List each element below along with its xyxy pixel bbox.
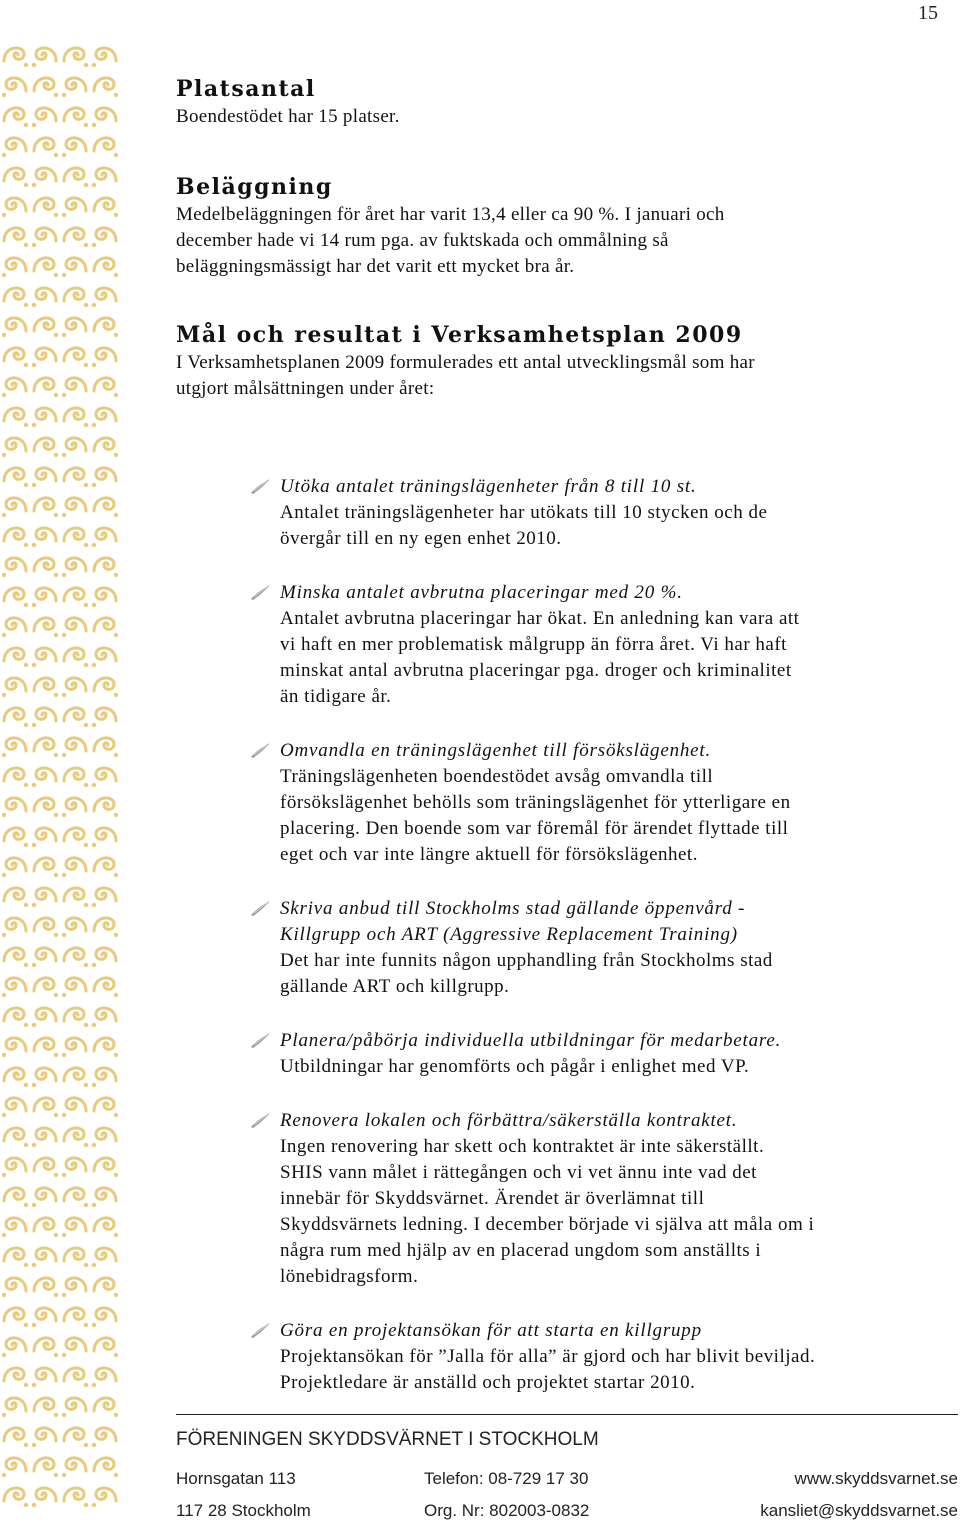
ornament-scroll-icon bbox=[92, 48, 116, 67]
ornament-scroll-icon bbox=[32, 1428, 56, 1447]
ornament-scroll-icon bbox=[4, 348, 28, 367]
ornament-scroll-icon bbox=[62, 618, 86, 637]
ornament-scroll-icon bbox=[4, 1488, 28, 1507]
ornament-scroll-icon bbox=[64, 708, 88, 727]
section-heading-belaggning: Beläggning bbox=[176, 174, 333, 200]
ornament-scroll-icon bbox=[2, 918, 26, 937]
ornament-scroll-icon bbox=[92, 1008, 116, 1027]
ornament-scroll-icon bbox=[64, 1008, 88, 1027]
ornament-scroll-icon bbox=[34, 78, 58, 97]
goal-title: Planera/påbörja individuella utbildningar för medarbetare. bbox=[280, 1030, 782, 1051]
goal-body-line: Antalet träningslägenheter har utökats till 10 stycken och de bbox=[280, 502, 768, 523]
ornament-scroll-icon bbox=[62, 978, 86, 997]
goal-item bbox=[248, 580, 958, 710]
ornament-scroll-icon bbox=[92, 228, 116, 247]
ornament-scroll-icon bbox=[2, 978, 26, 997]
ornament-scroll-icon bbox=[4, 1068, 28, 1087]
ornament-scroll-icon bbox=[34, 1218, 58, 1237]
ornament-scroll-icon bbox=[64, 1308, 88, 1327]
ornament-scroll-icon bbox=[32, 168, 56, 187]
ornament-scroll-icon bbox=[2, 1158, 26, 1177]
footer-website-link[interactable]: www.skyddsvarnet.se bbox=[794, 1469, 958, 1488]
ornament-scroll-icon bbox=[62, 378, 86, 397]
ornament-scroll-icon bbox=[2, 1338, 26, 1357]
ornament-scroll-icon bbox=[92, 648, 116, 667]
footer-phone: Telefon: 08-729 17 30 bbox=[424, 1469, 589, 1488]
goal-body-line: minskat antal avbrutna placeringar pga. droger och kriminalitet bbox=[280, 660, 792, 681]
ornament-scroll-icon bbox=[32, 348, 56, 367]
ornament-scroll-icon bbox=[64, 1428, 88, 1447]
page-number: 15 bbox=[918, 2, 938, 24]
ornament-scroll-icon bbox=[4, 1368, 28, 1387]
ornament-scroll-icon bbox=[32, 1248, 56, 1267]
ornament-scroll-icon bbox=[32, 1488, 56, 1507]
ornament-scroll-icon bbox=[92, 348, 116, 367]
footer-email-link[interactable]: kansliet@skyddsvarnet.se bbox=[760, 1501, 958, 1520]
ornament-scroll-icon bbox=[4, 948, 28, 967]
ornament-scroll-icon bbox=[94, 138, 118, 157]
ornament-scroll-icon bbox=[64, 348, 88, 367]
ornament-scroll-icon bbox=[92, 1368, 116, 1387]
ornament-scroll-icon bbox=[92, 108, 116, 127]
ornament-scroll-icon bbox=[62, 918, 86, 937]
ornament-scroll-icon bbox=[32, 528, 56, 547]
ornament-scroll-icon bbox=[64, 828, 88, 847]
ornament-scroll-icon bbox=[34, 1278, 58, 1297]
goal-body-line: Det har inte funnits någon upphandling från Stockholms stad bbox=[280, 950, 773, 971]
section-heading-platsantal: Platsantal bbox=[176, 76, 316, 102]
goal-item bbox=[248, 896, 958, 1000]
ornament-scroll-icon bbox=[62, 198, 86, 217]
ornament-scroll-icon bbox=[34, 678, 58, 697]
goal-title: Omvandla en träningslägenhet till försökslägenhet. bbox=[280, 740, 712, 761]
ornament-scroll-icon bbox=[32, 228, 56, 247]
section-heading-mal: Mål och resultat i Verksamhetsplan 2009 bbox=[176, 322, 743, 348]
ornament-scroll-icon bbox=[34, 1098, 58, 1117]
ornament-scroll-icon bbox=[2, 618, 26, 637]
ornament-scroll-icon bbox=[64, 588, 88, 607]
goal-body-line: försökslägenhet behölls som träningslägenhet för ytterligare en bbox=[280, 792, 791, 813]
quill-bullet-icon bbox=[248, 1320, 274, 1340]
ornament-scroll-icon bbox=[92, 1248, 116, 1267]
decorative-border bbox=[0, 40, 122, 1516]
ornament-scroll-icon bbox=[94, 978, 118, 997]
ornament-scroll-icon bbox=[32, 888, 56, 907]
ornament-scroll-icon bbox=[62, 318, 86, 337]
ornament-scroll-icon bbox=[32, 408, 56, 427]
ornament-scroll-icon bbox=[34, 618, 58, 637]
quill-bullet-icon bbox=[248, 898, 274, 918]
ornament-scroll-icon bbox=[32, 828, 56, 847]
ornament-scroll-icon bbox=[62, 1398, 86, 1417]
ornament-scroll-icon bbox=[64, 1248, 88, 1267]
ornament-scroll-icon bbox=[94, 858, 118, 877]
ornament-scroll-icon bbox=[2, 198, 26, 217]
belaggning-line: december hade vi 14 rum pga. av fuktskada och ommålning så bbox=[176, 230, 669, 251]
footer-row bbox=[176, 1495, 958, 1527]
ornament-scroll-icon bbox=[34, 1398, 58, 1417]
ornament-scroll-icon bbox=[32, 48, 56, 67]
ornament-scroll-icon bbox=[94, 498, 118, 517]
ornament-scroll-icon bbox=[92, 588, 116, 607]
ornament-scroll-icon bbox=[4, 768, 28, 787]
ornament-scroll-icon bbox=[92, 1188, 116, 1207]
ornament-scroll-icon bbox=[32, 588, 56, 607]
ornament-scroll-icon bbox=[32, 1068, 56, 1087]
ornament-scroll-icon bbox=[64, 1488, 88, 1507]
ornament-scroll-icon bbox=[64, 228, 88, 247]
ornament-scroll-icon bbox=[34, 558, 58, 577]
ornament-scroll-icon bbox=[4, 1188, 28, 1207]
ornament-scroll-icon bbox=[4, 1428, 28, 1447]
ornament-scroll-icon bbox=[94, 198, 118, 217]
ornament-scroll-icon bbox=[62, 858, 86, 877]
ornament-scroll-icon bbox=[64, 1368, 88, 1387]
ornament-scroll-icon bbox=[32, 1008, 56, 1027]
ornament-scroll-icon bbox=[4, 888, 28, 907]
ornament-scroll-icon bbox=[2, 138, 26, 157]
ornament-scroll-icon bbox=[32, 288, 56, 307]
ornament-scroll-icon bbox=[92, 1128, 116, 1147]
ornament-scroll-icon bbox=[32, 948, 56, 967]
ornament-scroll-icon bbox=[92, 408, 116, 427]
ornament-scroll-icon bbox=[4, 828, 28, 847]
ornament-scroll-icon bbox=[64, 288, 88, 307]
ornament-scroll-icon bbox=[64, 1068, 88, 1087]
goal-list bbox=[248, 474, 958, 1424]
ornament-scroll-icon bbox=[94, 1098, 118, 1117]
ornament-scroll-icon bbox=[62, 1218, 86, 1237]
ornament-scroll-icon bbox=[32, 468, 56, 487]
ornament-scroll-icon bbox=[34, 738, 58, 757]
goal-body-line: eget och var inte längre aktuell för försökslägenhet. bbox=[280, 844, 698, 865]
ornament-scroll-icon bbox=[2, 1038, 26, 1057]
footer-city: 117 28 Stockholm bbox=[176, 1501, 311, 1520]
footer-street: Hornsgatan 113 bbox=[176, 1469, 296, 1488]
ornament-scroll-icon bbox=[2, 1218, 26, 1237]
footer-divider bbox=[176, 1414, 958, 1415]
ornament-scroll-icon bbox=[92, 708, 116, 727]
goal-body-line: Antalet avbrutna placeringar har ökat. En anledning kan vara att bbox=[280, 608, 800, 629]
ornament-scroll-icon bbox=[4, 588, 28, 607]
ornament-scroll-icon bbox=[62, 1278, 86, 1297]
ornament-scroll-icon bbox=[32, 648, 56, 667]
goal-body-line: Projektledare är anställd och projektet startar 2010. bbox=[280, 1372, 696, 1393]
ornament-scroll-icon bbox=[34, 498, 58, 517]
ornament-scroll-icon bbox=[94, 318, 118, 337]
ornament-scroll-icon bbox=[92, 828, 116, 847]
goal-item bbox=[248, 1318, 958, 1396]
ornament-scroll-icon bbox=[34, 918, 58, 937]
belaggning-line: beläggningsmässigt har det varit ett mycket bra år. bbox=[176, 256, 575, 277]
goal-item bbox=[248, 474, 958, 552]
ornament-scroll-icon bbox=[34, 318, 58, 337]
ornament-scroll-icon bbox=[4, 168, 28, 187]
ornament-scroll-icon bbox=[4, 408, 28, 427]
ornament-scroll-icon bbox=[2, 1398, 26, 1417]
ornament-scroll-icon bbox=[34, 978, 58, 997]
ornament-scroll-icon bbox=[92, 288, 116, 307]
goal-body-line: Ingen renovering har skett och kontraktet är inte säkerställt. bbox=[280, 1136, 765, 1157]
ornament-scroll-icon bbox=[94, 1038, 118, 1057]
goal-body-line: lönebidragsform. bbox=[280, 1266, 419, 1287]
ornament-scroll-icon bbox=[62, 498, 86, 517]
ornament-scroll-icon bbox=[32, 768, 56, 787]
footer-row bbox=[176, 1463, 958, 1495]
ornament-scroll-icon bbox=[62, 678, 86, 697]
ornament-scroll-icon bbox=[34, 798, 58, 817]
goal-body-line: Träningslägenheten boendestödet avsåg omvandla till bbox=[280, 766, 714, 787]
ornament-scroll-icon bbox=[64, 1128, 88, 1147]
ornament-scroll-icon bbox=[94, 78, 118, 97]
ornament-scroll-icon bbox=[2, 258, 26, 277]
ornament-scroll-icon bbox=[94, 378, 118, 397]
ornament-scroll-icon bbox=[34, 858, 58, 877]
ornament-scroll-icon bbox=[4, 48, 28, 67]
ornament-scroll-icon bbox=[64, 108, 88, 127]
ornament-scroll-icon bbox=[94, 678, 118, 697]
quill-bullet-icon bbox=[248, 1110, 274, 1130]
ornament-scroll-icon bbox=[4, 528, 28, 547]
ornament-scroll-icon bbox=[4, 1008, 28, 1027]
ornament-scroll-icon bbox=[62, 138, 86, 157]
ornament-scroll-icon bbox=[32, 1308, 56, 1327]
goal-body-line: några rum med hjälp av en placerad ungdom som anställts i bbox=[280, 1240, 762, 1261]
ornament-scroll-icon bbox=[2, 1098, 26, 1117]
ornament-scroll-icon bbox=[2, 438, 26, 457]
goal-item bbox=[248, 1028, 958, 1080]
goal-body-line: innebär för Skyddsvärnet. Ärendet är överlämnat till bbox=[280, 1188, 705, 1209]
ornament-scroll-icon bbox=[4, 108, 28, 127]
goal-title: Killgrupp och ART (Aggressive Replacement Training) bbox=[280, 924, 738, 945]
ornament-scroll-icon bbox=[94, 558, 118, 577]
ornament-scroll-icon bbox=[92, 768, 116, 787]
goal-body-line: övergår till en ny egen enhet 2010. bbox=[280, 528, 562, 549]
ornament-scroll-icon bbox=[94, 738, 118, 757]
ornament-scroll-icon bbox=[94, 1218, 118, 1237]
ornament-scroll-icon bbox=[2, 1278, 26, 1297]
ornament-scroll-icon bbox=[62, 558, 86, 577]
ornament-scroll-icon bbox=[32, 1368, 56, 1387]
ornament-scroll-icon bbox=[62, 1098, 86, 1117]
ornament-scroll-icon bbox=[64, 408, 88, 427]
ornament-scroll-icon bbox=[4, 228, 28, 247]
ornament-scroll-icon bbox=[92, 1068, 116, 1087]
ornament-scroll-icon bbox=[94, 1338, 118, 1357]
ornament-scroll-icon bbox=[94, 618, 118, 637]
ornament-scroll-icon bbox=[4, 288, 28, 307]
ornament-scroll-icon bbox=[92, 888, 116, 907]
ornament-scroll-icon bbox=[34, 1458, 58, 1477]
ornament-scroll-icon bbox=[4, 1128, 28, 1147]
ornament-scroll-icon bbox=[2, 378, 26, 397]
ornament-scroll-icon bbox=[64, 48, 88, 67]
goal-title: Utöka antalet träningslägenheter från 8 till 10 st. bbox=[280, 476, 697, 497]
goal-body-line: gällande ART och killgrupp. bbox=[280, 976, 510, 997]
ornament-scroll-icon bbox=[34, 198, 58, 217]
ornament-pattern-icon bbox=[0, 40, 122, 1516]
ornament-scroll-icon bbox=[62, 798, 86, 817]
ornament-scroll-icon bbox=[34, 258, 58, 277]
ornament-scroll-icon bbox=[34, 1158, 58, 1177]
goal-title: Renovera lokalen och förbättra/säkerställa kontraktet. bbox=[280, 1110, 738, 1131]
ornament-scroll-icon bbox=[92, 528, 116, 547]
ornament-scroll-icon bbox=[62, 1338, 86, 1357]
goal-body-line: Projektansökan för ”Jalla för alla” är gjord och har blivit beviljad. bbox=[280, 1346, 816, 1367]
ornament-scroll-icon bbox=[64, 1188, 88, 1207]
ornament-scroll-icon bbox=[2, 678, 26, 697]
ornament-scroll-icon bbox=[2, 738, 26, 757]
ornament-scroll-icon bbox=[32, 708, 56, 727]
goal-body-line: Utbildningar har genomförts och pågår i enlighet med VP. bbox=[280, 1056, 750, 1077]
ornament-scroll-icon bbox=[64, 468, 88, 487]
ornament-scroll-icon bbox=[64, 528, 88, 547]
ornament-scroll-icon bbox=[2, 78, 26, 97]
ornament-scroll-icon bbox=[64, 648, 88, 667]
ornament-scroll-icon bbox=[62, 1158, 86, 1177]
ornament-scroll-icon bbox=[4, 468, 28, 487]
goal-body-line: Skyddsvärnets ledning. I december började vi själva att måla om i bbox=[280, 1214, 815, 1235]
platsantal-text: Boendestödet har 15 platser. bbox=[176, 106, 400, 127]
ornament-scroll-icon bbox=[62, 78, 86, 97]
goal-title: Skriva anbud till Stockholms stad gällande öppenvård - bbox=[280, 898, 746, 919]
ornament-scroll-icon bbox=[94, 1458, 118, 1477]
quill-bullet-icon bbox=[248, 740, 274, 760]
goal-body-line: än tidigare år. bbox=[280, 686, 392, 707]
ornament-scroll-icon bbox=[94, 918, 118, 937]
goal-body-line: vi haft en mer problematisk målgrupp än förra året. Vi har haft bbox=[280, 634, 787, 655]
ornament-scroll-icon bbox=[94, 1278, 118, 1297]
goal-title: Göra en projektansökan för att starta en killgrupp bbox=[280, 1320, 702, 1341]
page-footer bbox=[176, 1414, 958, 1527]
quill-bullet-icon bbox=[248, 476, 274, 496]
ornament-scroll-icon bbox=[2, 1458, 26, 1477]
ornament-scroll-icon bbox=[92, 1308, 116, 1327]
mal-intro-line: I Verksamhetsplanen 2009 formulerades ett antal utvecklingsmål som har bbox=[176, 352, 755, 373]
ornament-scroll-icon bbox=[94, 1158, 118, 1177]
ornament-scroll-icon bbox=[2, 798, 26, 817]
mal-intro-line: utgjort målsättningen under året: bbox=[176, 378, 435, 399]
ornament-scroll-icon bbox=[94, 1398, 118, 1417]
quill-bullet-icon bbox=[248, 582, 274, 602]
ornament-scroll-icon bbox=[2, 498, 26, 517]
ornament-scroll-icon bbox=[92, 1428, 116, 1447]
ornament-scroll-icon bbox=[94, 438, 118, 457]
goal-title: Minska antalet avbrutna placeringar med 20 %. bbox=[280, 582, 683, 603]
ornament-scroll-icon bbox=[2, 858, 26, 877]
ornament-scroll-icon bbox=[62, 258, 86, 277]
ornament-scroll-icon bbox=[4, 1308, 28, 1327]
footer-org-number: Org. Nr: 802003-0832 bbox=[424, 1501, 590, 1520]
ornament-scroll-icon bbox=[4, 708, 28, 727]
goal-body-line: SHIS vann målet i rättegången och vi vet ännu inte vad det bbox=[280, 1162, 757, 1183]
ornament-scroll-icon bbox=[64, 948, 88, 967]
ornament-scroll-icon bbox=[2, 558, 26, 577]
footer-organization-name: FÖRENINGEN SKYDDSVÄRNET I STOCKHOLM bbox=[176, 1429, 599, 1450]
ornament-scroll-icon bbox=[92, 468, 116, 487]
ornament-scroll-icon bbox=[92, 948, 116, 967]
ornament-scroll-icon bbox=[64, 168, 88, 187]
goal-item bbox=[248, 738, 958, 868]
belaggning-line: Medelbeläggningen för året har varit 13,4 eller ca 90 %. I januari och bbox=[176, 204, 725, 225]
ornament-scroll-icon bbox=[62, 1458, 86, 1477]
ornament-scroll-icon bbox=[32, 108, 56, 127]
ornament-scroll-icon bbox=[4, 648, 28, 667]
ornament-scroll-icon bbox=[62, 1038, 86, 1057]
ornament-scroll-icon bbox=[62, 438, 86, 457]
ornament-scroll-icon bbox=[62, 738, 86, 757]
ornament-scroll-icon bbox=[4, 1248, 28, 1267]
ornament-scroll-icon bbox=[94, 258, 118, 277]
goal-item bbox=[248, 1108, 958, 1290]
ornament-scroll-icon bbox=[92, 1488, 116, 1507]
ornament-scroll-icon bbox=[34, 1038, 58, 1057]
ornament-scroll-icon bbox=[34, 438, 58, 457]
ornament-scroll-icon bbox=[34, 138, 58, 157]
ornament-scroll-icon bbox=[34, 378, 58, 397]
ornament-scroll-icon bbox=[64, 768, 88, 787]
main-content bbox=[176, 74, 946, 402]
ornament-scroll-icon bbox=[64, 888, 88, 907]
ornament-scroll-icon bbox=[32, 1188, 56, 1207]
ornament-scroll-icon bbox=[2, 318, 26, 337]
quill-bullet-icon bbox=[248, 1030, 274, 1050]
ornament-scroll-icon bbox=[94, 798, 118, 817]
ornament-scroll-icon bbox=[32, 1128, 56, 1147]
ornament-scroll-icon bbox=[34, 1338, 58, 1357]
ornament-scroll-icon bbox=[92, 168, 116, 187]
goal-body-line: placering. Den boende som var föremål för ärendet flyttade till bbox=[280, 818, 789, 839]
